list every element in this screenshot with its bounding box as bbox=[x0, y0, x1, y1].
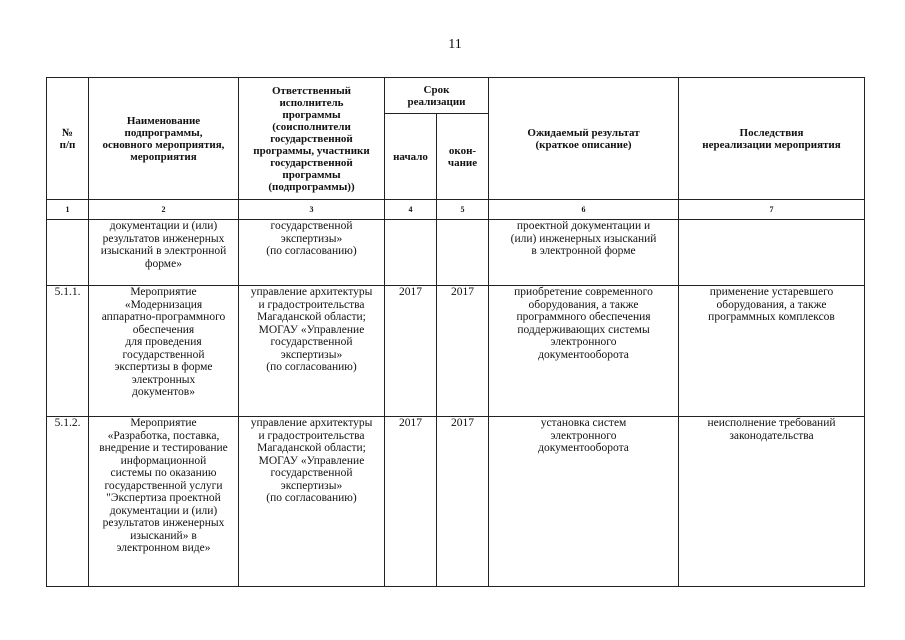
header-end: окон- чание bbox=[437, 114, 489, 200]
non-implementation-consequences: неисполнение требований законодательства bbox=[679, 417, 865, 587]
activity-name: документации и (или) результатов инженерных изысканий в электронной форме» bbox=[89, 220, 239, 286]
header-name: Наименование подпрограммы, основного мероприятия, мероприятия bbox=[89, 78, 239, 200]
header-num: № п/п bbox=[47, 78, 89, 200]
column-index: 7 bbox=[679, 200, 865, 220]
header-result: Ожидаемый результат (краткое описание) bbox=[489, 78, 679, 200]
column-index-row bbox=[47, 200, 865, 220]
program-activities-table bbox=[46, 77, 865, 587]
end-year: 2017 bbox=[437, 286, 489, 417]
start-year: 2017 bbox=[385, 417, 437, 587]
page-number: 11 bbox=[448, 37, 462, 52]
table-row bbox=[47, 220, 865, 286]
responsible-executor: государственной экспертизы» (по согласованию) bbox=[239, 220, 385, 286]
expected-result: установка систем электронного документооборота bbox=[489, 417, 679, 587]
header-term: Срок реализации bbox=[385, 78, 489, 114]
row-number bbox=[47, 220, 89, 286]
activity-name: Мероприятие «Модернизация аппаратно-программного обеспечения для проведения государственной экспертизы в форме электронных документов» bbox=[89, 286, 239, 417]
expected-result: приобретение современного оборудования, а также программного обеспечения поддерживающих системы электронного документооборота bbox=[489, 286, 679, 417]
expected-result: проектной документации и (или) инженерных изысканий в электронной форме bbox=[489, 220, 679, 286]
column-index: 3 bbox=[239, 200, 385, 220]
end-year: 2017 bbox=[437, 417, 489, 587]
column-index: 6 bbox=[489, 200, 679, 220]
non-implementation-consequences bbox=[679, 220, 865, 286]
responsible-executor: управление архитектуры и градостроительства Магаданской области; МОГАУ «Управление государственной экспертизы» (по согласованию) bbox=[239, 286, 385, 417]
activity-name: Мероприятие «Разработка, поставка, внедрение и тестирование информационной системы по оказанию государственной услуги "Экспертиза проектной документации и (или) результатов инженерных изысканий» в электронном виде» bbox=[89, 417, 239, 587]
row-number: 5.1.2. bbox=[47, 417, 89, 587]
column-index: 2 bbox=[89, 200, 239, 220]
header-row bbox=[47, 78, 865, 114]
start-year: 2017 bbox=[385, 286, 437, 417]
row-number: 5.1.1. bbox=[47, 286, 89, 417]
header-start: начало bbox=[385, 114, 437, 200]
column-index: 5 bbox=[437, 200, 489, 220]
table-row bbox=[47, 417, 865, 587]
start-year bbox=[385, 220, 437, 286]
table-row bbox=[47, 286, 865, 417]
column-index: 1 bbox=[47, 200, 89, 220]
responsible-executor: управление архитектуры и градостроительства Магаданской области; МОГАУ «Управление государственной экспертизы» (по согласованию) bbox=[239, 417, 385, 587]
column-index: 4 bbox=[385, 200, 437, 220]
non-implementation-consequences: применение устаревшего оборудования, а также программных комплексов bbox=[679, 286, 865, 417]
end-year bbox=[437, 220, 489, 286]
header-responsible: Ответственный исполнитель программы (соисполнители государственной программы, участники государственной программы (подпрограммы)) bbox=[239, 78, 385, 200]
header-consequences: Последствия нереализации мероприятия bbox=[679, 78, 865, 200]
